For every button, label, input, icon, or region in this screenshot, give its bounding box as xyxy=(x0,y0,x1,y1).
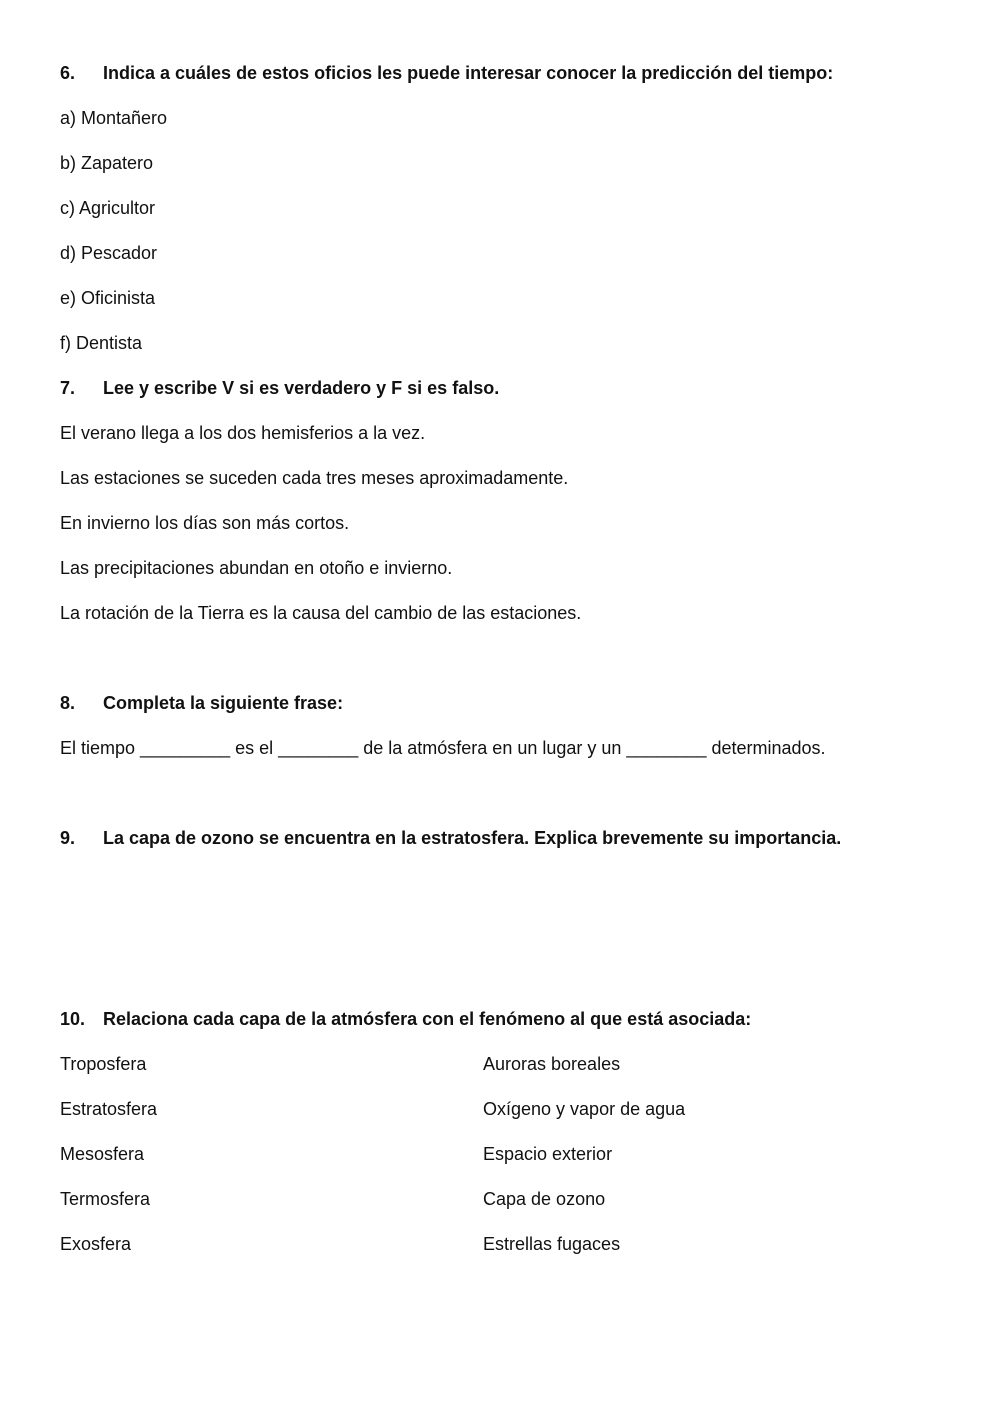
question-number: 9. xyxy=(60,828,76,848)
question-title: Indica a cuáles de estos oficios les puede interesar conocer la predicción del tiempo: xyxy=(103,63,834,83)
question-number: 10. xyxy=(60,1009,86,1029)
phenomenon-item: Oxígeno y vapor de agua xyxy=(483,1099,686,1119)
option-item: f) Dentista xyxy=(60,333,143,353)
option-item: b) Zapatero xyxy=(60,153,154,173)
phenomenon-item: Auroras boreales xyxy=(483,1054,621,1074)
option-item: d) Pescador xyxy=(60,243,158,263)
question-title: Lee y escribe V si es verdadero y F si es falso. xyxy=(103,378,500,398)
phenomenon-item: Estrellas fugaces xyxy=(483,1234,621,1254)
statement-item: La rotación de la Tierra es la causa del cambio de las estaciones. xyxy=(60,603,582,623)
phenomenon-item: Espacio exterior xyxy=(483,1144,613,1164)
phenomenon-item: Capa de ozono xyxy=(483,1189,606,1209)
layer-item: Termosfera xyxy=(60,1189,151,1209)
layer-item: Estratosfera xyxy=(60,1099,158,1119)
question-title: Completa la siguiente frase: xyxy=(103,693,344,713)
question-number: 7. xyxy=(60,378,76,398)
fill-in-sentence: El tiempo _________ es el ________ de la atmósfera en un lugar y un ________ determinados. xyxy=(60,738,826,758)
statement-item: En invierno los días son más cortos. xyxy=(60,513,350,533)
option-item: a) Montañero xyxy=(60,108,168,128)
option-item: e) Oficinista xyxy=(60,288,156,308)
question-10-heading xyxy=(60,1008,751,1030)
question-8-heading xyxy=(60,692,343,714)
question-6-heading xyxy=(60,62,833,84)
question-title: Relaciona cada capa de la atmósfera con el fenómeno al que está asociada: xyxy=(103,1009,752,1029)
option-item: c) Agricultor xyxy=(60,198,156,218)
layer-item: Mesosfera xyxy=(60,1144,145,1164)
layer-item: Troposfera xyxy=(60,1054,147,1074)
question-number: 8. xyxy=(60,693,76,713)
question-number: 6. xyxy=(60,63,76,83)
statement-item: Las precipitaciones abundan en otoño e invierno. xyxy=(60,558,453,578)
question-7-heading xyxy=(60,377,499,399)
question-title: La capa de ozono se encuentra en la estratosfera. Explica brevemente su importancia. xyxy=(103,828,842,848)
statement-item: Las estaciones se suceden cada tres meses aproximadamente. xyxy=(60,468,569,488)
statement-item: El verano llega a los dos hemisferios a la vez. xyxy=(60,423,426,443)
layer-item: Exosfera xyxy=(60,1234,132,1254)
question-9-heading xyxy=(60,827,841,849)
